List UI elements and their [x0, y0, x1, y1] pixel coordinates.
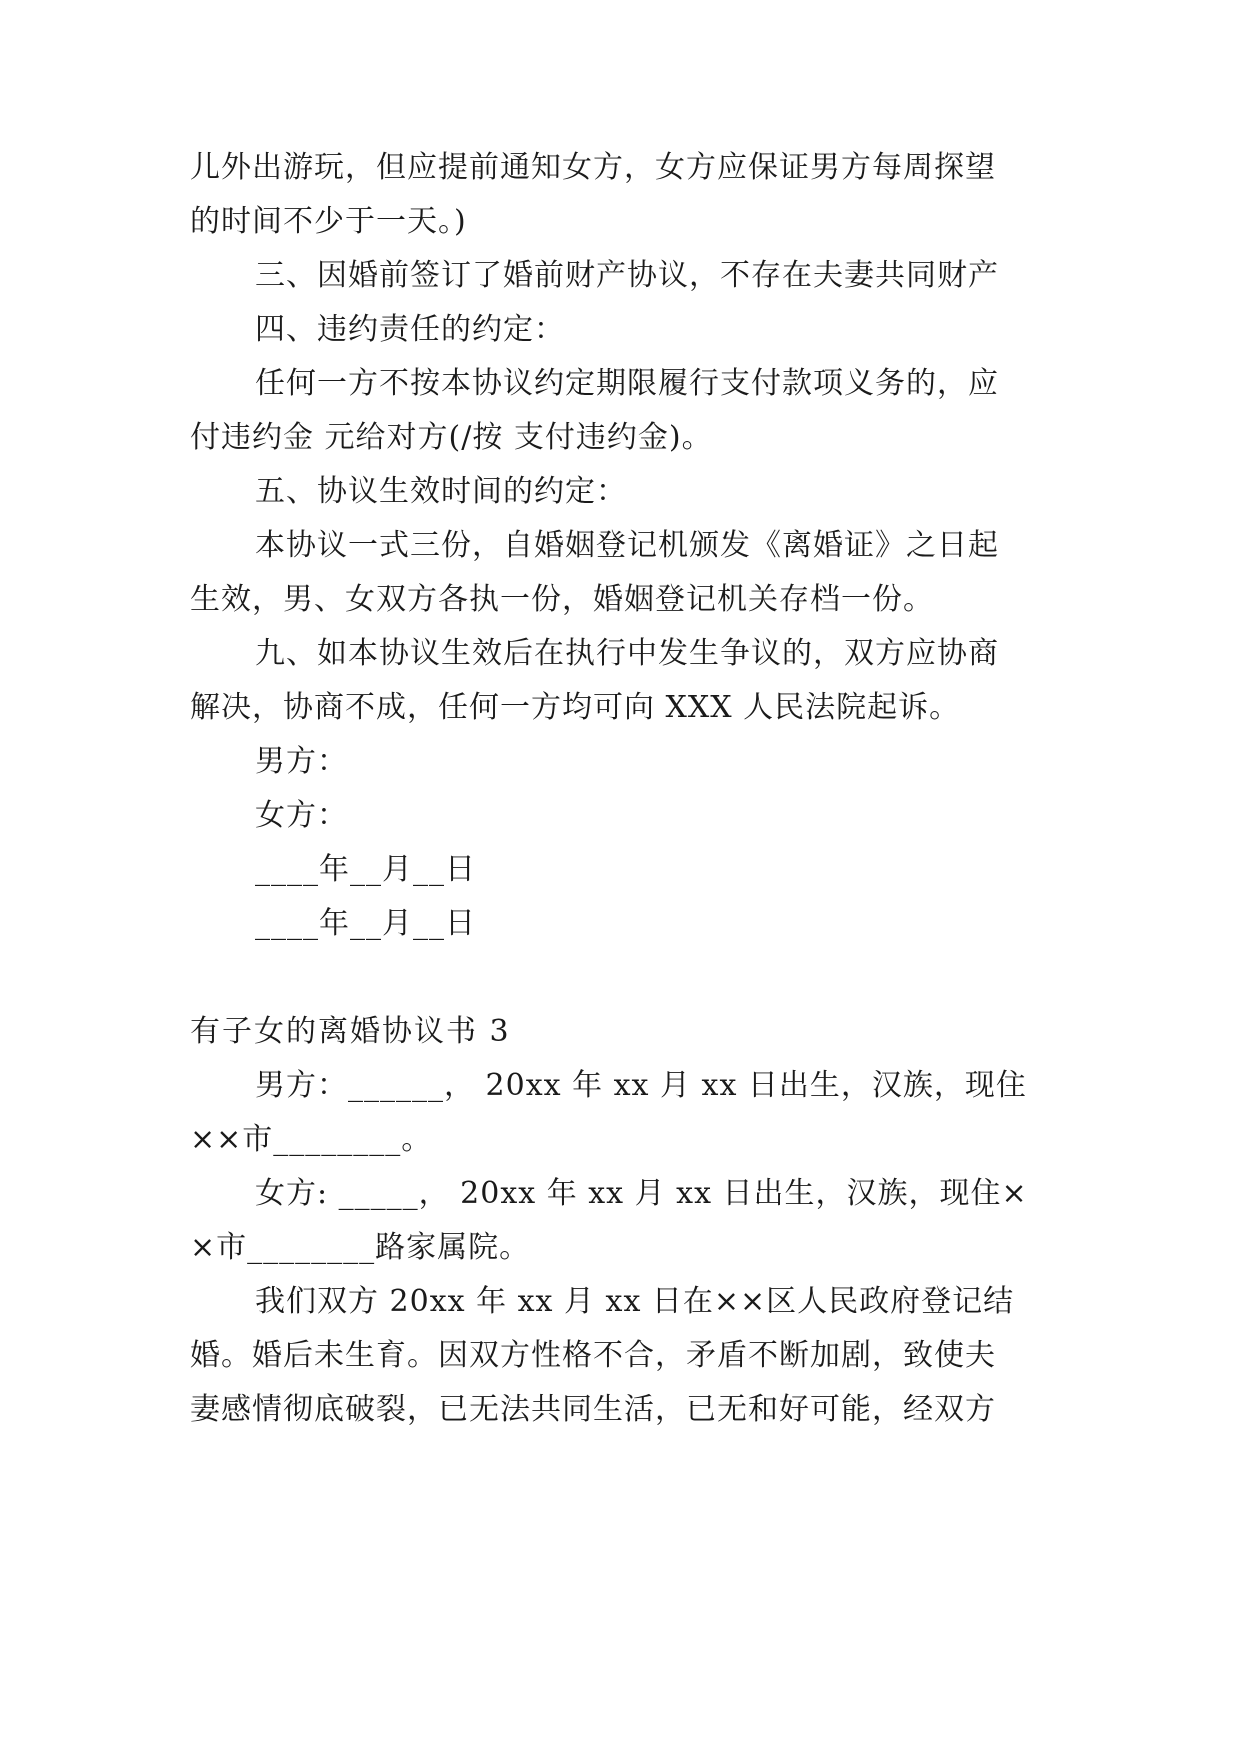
paragraph-line: 妻感情彻底破裂，已无法共同生活，已无和好可能，经双方 [190, 1392, 996, 1427]
date-line: ____年__月__日 [255, 906, 476, 941]
paragraph-line: 任何一方不按本协议约定期限履行支付款项义务的，应 [255, 366, 999, 401]
paragraph-line: 四、违约责任的约定： [255, 312, 565, 347]
paragraph-line: 生效，男、女双方各执一份，婚姻登记机关存档一份。 [190, 582, 934, 617]
paragraph-line: 九、如本协议生效后在执行中发生争议的，双方应协商 [255, 636, 999, 671]
paragraph-line: 女方: _____， 20xx 年 xx 月 xx 日出生，汉族，现住× [255, 1176, 1028, 1211]
paragraph-line: 的时间不少于一天。) [190, 204, 467, 239]
paragraph-line: 男方：______， 20xx 年 xx 月 xx 日出生，汉族，现住 [255, 1068, 1027, 1103]
signature-female-label: 女方： [255, 798, 348, 833]
paragraph-line: 付违约金 元给对方(/按 支付违约金)。 [190, 420, 713, 455]
section-title: 有子女的离婚协议书 3 [190, 1014, 511, 1049]
paragraph-line: ×市________路家属院。 [190, 1230, 531, 1265]
paragraph-line: 本协议一式三份，自婚姻登记机颁发《离婚证》之日起 [255, 528, 999, 563]
paragraph-line: 五、协议生效时间的约定： [255, 474, 627, 509]
paragraph-line: ××市________。 [190, 1122, 433, 1157]
date-line: ____年__月__日 [255, 852, 476, 887]
paragraph-line: 婚。婚后未生育。因双方性格不合，矛盾不断加剧，致使夫 [190, 1338, 996, 1373]
signature-male-label: 男方： [255, 744, 348, 779]
paragraph-line: 我们双方 20xx 年 xx 月 xx 日在××区人民政府登记结 [255, 1284, 1015, 1319]
paragraph-line: 解决，协商不成，任何一方均可向 XXX 人民法院起诉。 [190, 690, 961, 725]
paragraph-line: 三、因婚前签订了婚前财产协议，不存在夫妻共同财产 [255, 258, 999, 293]
paragraph-line: 儿外出游玩，但应提前通知女方，女方应保证男方每周探望 [190, 150, 996, 185]
